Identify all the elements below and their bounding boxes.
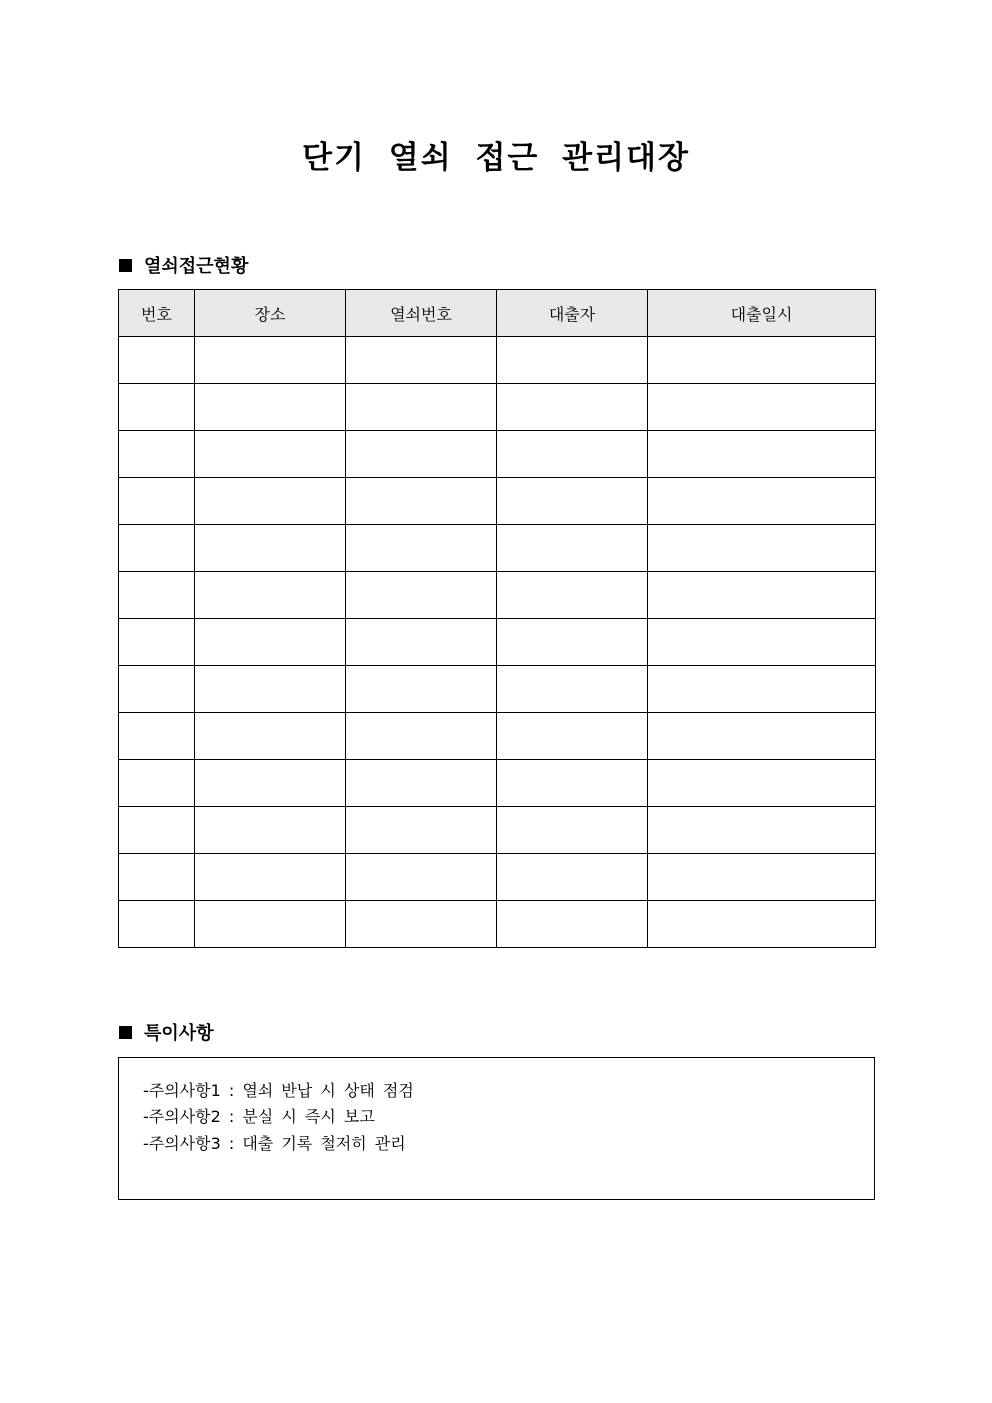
table-row — [119, 478, 876, 525]
borrower-cell[interactable] — [497, 525, 648, 572]
number-cell[interactable] — [119, 525, 195, 572]
borrower-cell[interactable] — [497, 619, 648, 666]
square-bullet-icon — [119, 1026, 132, 1039]
key-number-cell[interactable] — [346, 666, 497, 713]
table-row — [119, 431, 876, 478]
number-cell[interactable] — [119, 901, 195, 948]
remark-line: -주의사항3 : 대출 기록 철저히 관리 — [143, 1134, 406, 1153]
location-cell[interactable] — [195, 619, 346, 666]
table-row — [119, 525, 876, 572]
location-cell[interactable] — [195, 337, 346, 384]
column-header-borrow-datetime: 대출일시 — [648, 290, 876, 337]
borrow-datetime-cell[interactable] — [648, 337, 876, 384]
borrower-cell[interactable] — [497, 572, 648, 619]
column-header-number: 번호 — [119, 290, 195, 337]
key-number-cell[interactable] — [346, 431, 497, 478]
location-cell[interactable] — [195, 807, 346, 854]
table-header-row — [119, 290, 876, 337]
table-row — [119, 760, 876, 807]
borrow-datetime-cell[interactable] — [648, 619, 876, 666]
table-row — [119, 807, 876, 854]
key-access-table — [118, 289, 876, 948]
number-cell[interactable] — [119, 619, 195, 666]
document-title: 단기 열쇠 접근 관리대장 — [302, 140, 690, 176]
square-bullet-icon — [119, 259, 132, 272]
table-row — [119, 337, 876, 384]
borrower-cell[interactable] — [497, 713, 648, 760]
key-number-cell[interactable] — [346, 384, 497, 431]
table-row — [119, 572, 876, 619]
borrow-datetime-cell[interactable] — [648, 666, 876, 713]
borrow-datetime-cell[interactable] — [648, 384, 876, 431]
location-cell[interactable] — [195, 431, 346, 478]
section-heading-label: 열쇠접근현황 — [144, 256, 249, 277]
borrower-cell[interactable] — [497, 854, 648, 901]
remark-line: -주의사항2 : 분실 시 즉시 보고 — [143, 1107, 375, 1126]
number-cell[interactable] — [119, 760, 195, 807]
key-number-cell[interactable] — [346, 478, 497, 525]
number-cell[interactable] — [119, 384, 195, 431]
borrower-cell[interactable] — [497, 384, 648, 431]
section-heading-remarks — [119, 1019, 214, 1045]
key-number-cell[interactable] — [346, 901, 497, 948]
borrow-datetime-cell[interactable] — [648, 478, 876, 525]
section-heading-label: 특이사항 — [144, 1023, 214, 1044]
borrower-cell[interactable] — [497, 666, 648, 713]
number-cell[interactable] — [119, 854, 195, 901]
table-row — [119, 854, 876, 901]
location-cell[interactable] — [195, 478, 346, 525]
column-header-location: 장소 — [195, 290, 346, 337]
key-number-cell[interactable] — [346, 854, 497, 901]
location-cell[interactable] — [195, 666, 346, 713]
borrower-cell[interactable] — [497, 431, 648, 478]
key-number-cell[interactable] — [346, 572, 497, 619]
borrower-cell[interactable] — [497, 337, 648, 384]
borrow-datetime-cell[interactable] — [648, 713, 876, 760]
key-number-cell[interactable] — [346, 525, 497, 572]
location-cell[interactable] — [195, 854, 346, 901]
borrower-cell[interactable] — [497, 760, 648, 807]
borrow-datetime-cell[interactable] — [648, 854, 876, 901]
column-header-key-number: 열쇠번호 — [346, 290, 497, 337]
number-cell[interactable] — [119, 572, 195, 619]
remarks-box — [118, 1057, 875, 1200]
number-cell[interactable] — [119, 666, 195, 713]
number-cell[interactable] — [119, 337, 195, 384]
key-number-cell[interactable] — [346, 713, 497, 760]
number-cell[interactable] — [119, 478, 195, 525]
location-cell[interactable] — [195, 384, 346, 431]
borrow-datetime-cell[interactable] — [648, 572, 876, 619]
key-number-cell[interactable] — [346, 807, 497, 854]
borrower-cell[interactable] — [497, 478, 648, 525]
key-number-cell[interactable] — [346, 760, 497, 807]
location-cell[interactable] — [195, 760, 346, 807]
borrow-datetime-cell[interactable] — [648, 901, 876, 948]
section-heading-key-access — [119, 252, 248, 278]
borrower-cell[interactable] — [497, 901, 648, 948]
table-row — [119, 666, 876, 713]
number-cell[interactable] — [119, 713, 195, 760]
location-cell[interactable] — [195, 901, 346, 948]
table-row — [119, 901, 876, 948]
key-number-cell[interactable] — [346, 337, 497, 384]
borrow-datetime-cell[interactable] — [648, 760, 876, 807]
borrow-datetime-cell[interactable] — [648, 525, 876, 572]
location-cell[interactable] — [195, 572, 346, 619]
borrow-datetime-cell[interactable] — [648, 431, 876, 478]
borrow-datetime-cell[interactable] — [648, 807, 876, 854]
remark-line: -주의사항1 : 열쇠 반납 시 상태 점검 — [143, 1081, 414, 1100]
location-cell[interactable] — [195, 713, 346, 760]
table-row — [119, 384, 876, 431]
number-cell[interactable] — [119, 431, 195, 478]
table-body — [119, 337, 876, 948]
location-cell[interactable] — [195, 525, 346, 572]
borrower-cell[interactable] — [497, 807, 648, 854]
table-row — [119, 619, 876, 666]
table-row — [119, 713, 876, 760]
column-header-borrower: 대출자 — [497, 290, 648, 337]
number-cell[interactable] — [119, 807, 195, 854]
key-number-cell[interactable] — [346, 619, 497, 666]
